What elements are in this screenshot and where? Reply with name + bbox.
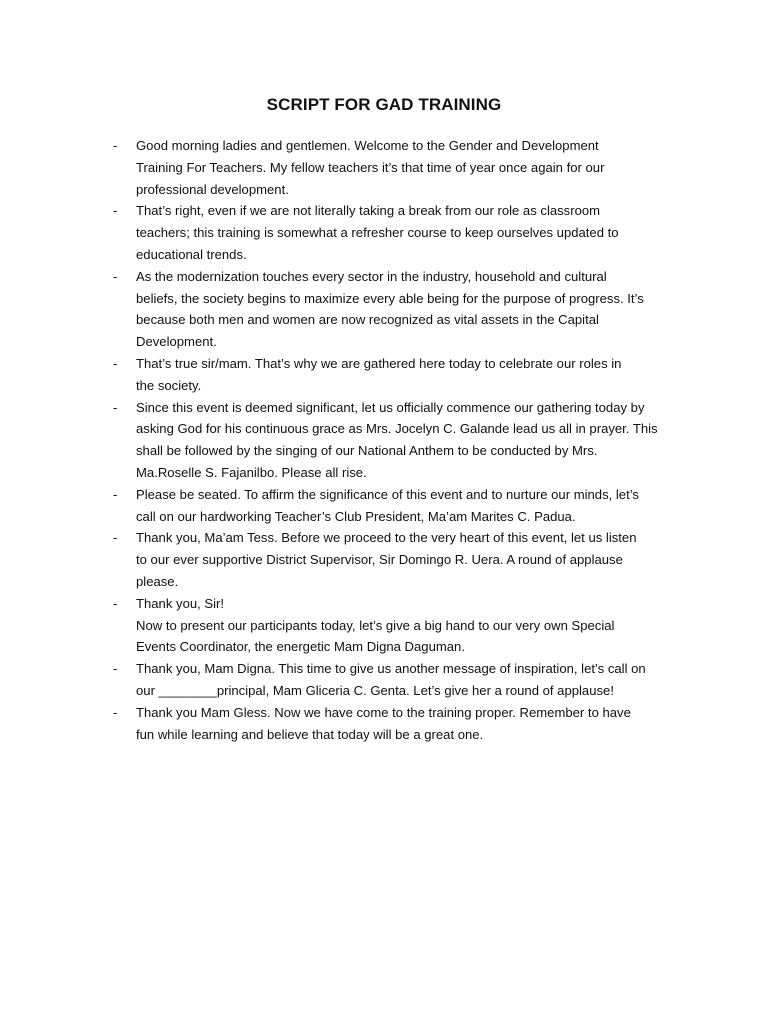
bullet-dash: - xyxy=(113,355,118,371)
script-line: Now to present our participants today, let’s give a big hand to our very own Special xyxy=(136,617,615,633)
script-line: because both men and women are now recognized as vital assets in the Capital xyxy=(136,312,599,328)
script-line: Thank you, Mam Digna. This time to give us another message of inspiration, let’s call on xyxy=(136,661,646,677)
script-list xyxy=(0,135,768,745)
script-line: Development. xyxy=(136,334,217,350)
script-line: asking God for his continuous grace as Mrs. Jocelyn C. Galande lead us all in prayer. This xyxy=(136,421,658,437)
script-line: That’s right, even if we are not literally taking a break from our role as classroom xyxy=(136,203,601,219)
bullet-dash: - xyxy=(113,399,118,415)
script-line: to our ever supportive District Supervisor, Sir Domingo R. Uera. A round of applause xyxy=(136,552,623,568)
script-line: Good morning ladies and gentlemen. Welcome to the Gender and Development xyxy=(136,138,599,153)
bullet-dash: - xyxy=(113,203,118,219)
script-line: call on our hardworking Teacher’s Club President, Ma’am Marites C. Padua. xyxy=(136,508,576,524)
script-item xyxy=(0,135,646,200)
script-line: That’s true sir/mam. That’s why we are gathered here today to celebrate our roles in xyxy=(136,355,622,371)
script-item xyxy=(0,353,646,397)
script-line: Since this event is deemed significant, let us officially commence our gathering today by xyxy=(136,399,645,415)
script-line: fun while learning and believe that today will be a great one. xyxy=(136,726,484,742)
script-item xyxy=(0,702,646,746)
bullet-dash: - xyxy=(113,486,118,502)
script-item xyxy=(0,266,646,353)
script-line: shall be followed by the singing of our National Anthem to be conducted by Mrs. xyxy=(136,443,598,459)
bullet-dash: - xyxy=(113,138,118,153)
bullet-dash: - xyxy=(113,661,118,677)
script-line: Thank you, Sir! xyxy=(136,595,225,611)
script-item xyxy=(0,527,646,592)
script-line: Training For Teachers. My fellow teachers it’s that time of year once again for our xyxy=(136,159,605,175)
bullet-dash: - xyxy=(113,704,118,720)
script-line: the society. xyxy=(136,377,202,393)
script-item xyxy=(0,593,646,658)
bullet-dash: - xyxy=(113,530,118,546)
script-item xyxy=(0,658,646,702)
script-item xyxy=(0,397,658,484)
script-item xyxy=(0,484,646,528)
script-item xyxy=(0,200,646,265)
script-line: Events Coordinator, the energetic Mam Digna Daguman. xyxy=(136,639,465,655)
script-line: teachers; this training is somewhat a refresher course to keep ourselves updated to xyxy=(136,225,619,241)
script-line: Thank you Mam Gless. Now we have come to the training proper. Remember to have xyxy=(136,704,631,720)
document-title: SCRIPT FOR GAD TRAINING xyxy=(266,95,502,114)
script-line: Thank you, Ma’am Tess. Before we proceed to the very heart of this event, let us listen xyxy=(136,530,637,546)
script-line: As the modernization touches every sector in the industry, household and cultural xyxy=(136,268,607,284)
script-line: Ma.Roselle S. Fajanilbo. Please all rise. xyxy=(136,464,367,480)
script-line: educational trends. xyxy=(136,246,247,262)
script-line: professional development. xyxy=(136,181,289,197)
script-line: beliefs, the society begins to maximize every able being for the purpose of progress. It’s xyxy=(136,290,644,306)
bullet-dash: - xyxy=(113,268,118,284)
bullet-dash: - xyxy=(113,595,118,611)
script-line: Please be seated. To affirm the significance of this event and to nurture our minds, let’s xyxy=(136,486,639,502)
script-line: our ________principal, Mam Gliceria C. Genta. Let’s give her a round of applause! xyxy=(136,682,614,698)
script-line: please. xyxy=(136,573,179,589)
